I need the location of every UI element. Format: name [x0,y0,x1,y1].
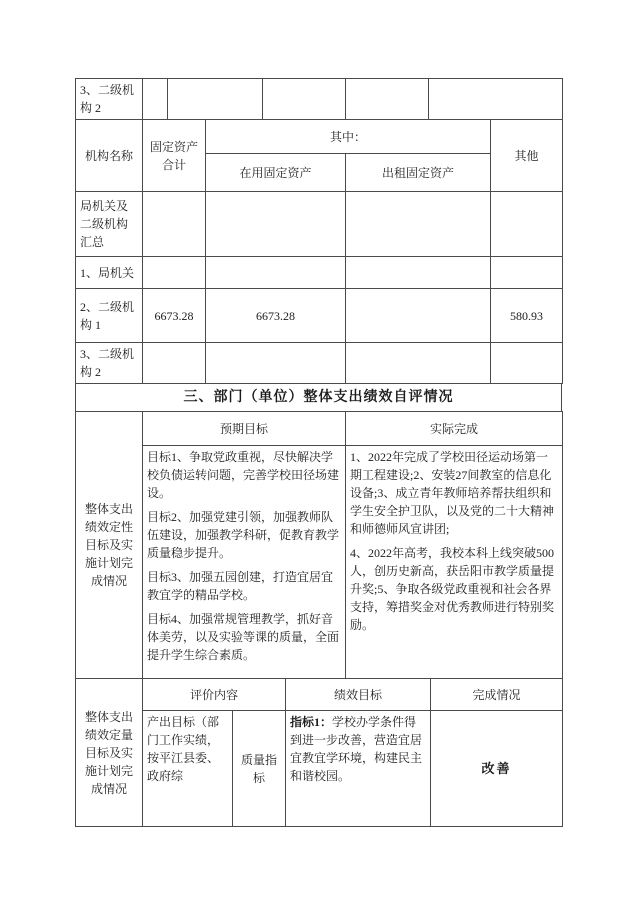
expected-goals-cell [143,446,346,679]
rented-out-value-cell [346,289,491,343]
section-title-table [75,383,562,412]
completion-item: 1、2022年完成了学校田径运动场第一期工程建设;2、安装27间教室的信息化设备;3、成立青年教师培养帮扶组织和学生安全护卫队，以及党的二十大精神和师德师风宣讲团; [350,450,555,536]
empty-cell [429,79,563,120]
performance-target-header: 绩效目标 [286,679,431,711]
performance-self-evaluation-form [75,78,562,827]
total-value-cell [143,343,206,384]
section-title-row [76,384,562,412]
in-use-value-cell [206,343,346,384]
completion-header: 完成情况 [431,679,563,711]
in-use-value-cell: 6673.28 [206,289,346,343]
rented-out-asset-header: 出租固定资产 [346,154,491,192]
table-row [76,257,563,289]
empty-cell [168,79,263,120]
eval-content-header: 评价内容 [143,679,286,711]
empty-cell [143,79,168,120]
of-which-header: 其中： [206,120,491,154]
table-row [76,192,563,257]
quantitative-performance-table [75,678,563,827]
goal-item: 目标3、加强五园创建，打造宜居宜教宜学的精品学校。 [147,570,334,602]
goal-item: 目标2、加强党建引领，加强教师队伍建设，加强教学科研，促教育教学质量稳步提升。 [147,510,340,560]
total-value-cell: 6673.28 [143,289,206,343]
in-use-value-cell [206,192,346,257]
goal-item: 目标4、加强常规管理教学，抓好音体美劳，以及实验等课的质量，全面提升学生综合素质。 [147,612,340,662]
other-value-cell [491,343,563,384]
table-row [76,711,563,827]
table-header-row [76,120,563,154]
total-value-cell [143,192,206,257]
org-name-header: 机构名称 [76,120,143,192]
indicator-type-cell: 质量指标 [233,711,286,827]
rented-out-value-cell [346,257,491,289]
actual-completion-cell [346,446,563,679]
qualitative-performance-table [75,411,563,679]
total-value-cell [143,257,206,289]
rented-out-value-cell [346,343,491,384]
fixed-asset-total-header: 固定资产合计 [143,120,206,192]
in-use-value-cell [206,257,346,289]
empty-cell [263,79,346,120]
other-value-cell [491,192,563,257]
actual-completion-header: 实际完成 [346,412,563,446]
other-value-cell [491,257,563,289]
org-row-label: 1、局机关 [76,257,143,289]
prev-table-tail [75,78,563,120]
table-row [76,446,563,679]
org-row-label: 局机关及二级机构汇总 [76,192,143,257]
indicator-text: 学校办学条件得到进一步改善，营造宜居宜教宜学环境，构建民主和谐校园。 [290,715,423,783]
quantitative-row-label: 整体支出绩效定量目标及实施计划完成情况 [76,679,143,827]
org-row-label: 3、二级机构 2 [76,343,143,384]
section-title: 三、部门（单位）整体支出绩效自评情况 [76,384,562,412]
rented-out-value-cell [346,192,491,257]
org-row-label: 3、二级机构 2 [76,79,143,120]
table-row [76,289,563,343]
indicator-label: 指标1： [290,715,333,729]
goal-item: 目标1、争取党政重视，尽快解决学校负债运转问题，完善学校田径场建设。 [147,450,340,500]
indicator-target-cell [286,711,431,827]
qualitative-row-label: 整体支出绩效定性目标及实施计划完成情况 [76,412,143,679]
table-header-row [76,412,563,446]
table-header-row [76,679,563,711]
completion-value-cell: 改善 [431,711,563,827]
expected-goal-header: 预期目标 [143,412,346,446]
other-value-cell: 580.93 [491,289,563,343]
table-row [76,343,563,384]
output-goal-cell: 产出目标（部门工作实绩，按平江县委、政府综 [143,711,233,827]
empty-cell [346,79,429,120]
in-use-asset-header: 在用固定资产 [206,154,346,192]
completion-item: 4、2022年高考，我校本科上线突破500人，创历史新高，获岳阳市教学质量提升奖;5、争取各级党政重视和社会各界支持，筹措奖金对优秀教师进行特别奖励。 [350,546,555,632]
table-row [76,79,563,120]
fixed-asset-table [75,119,563,384]
other-header: 其他 [491,120,563,192]
org-row-label: 2、二级机构 1 [76,289,143,343]
